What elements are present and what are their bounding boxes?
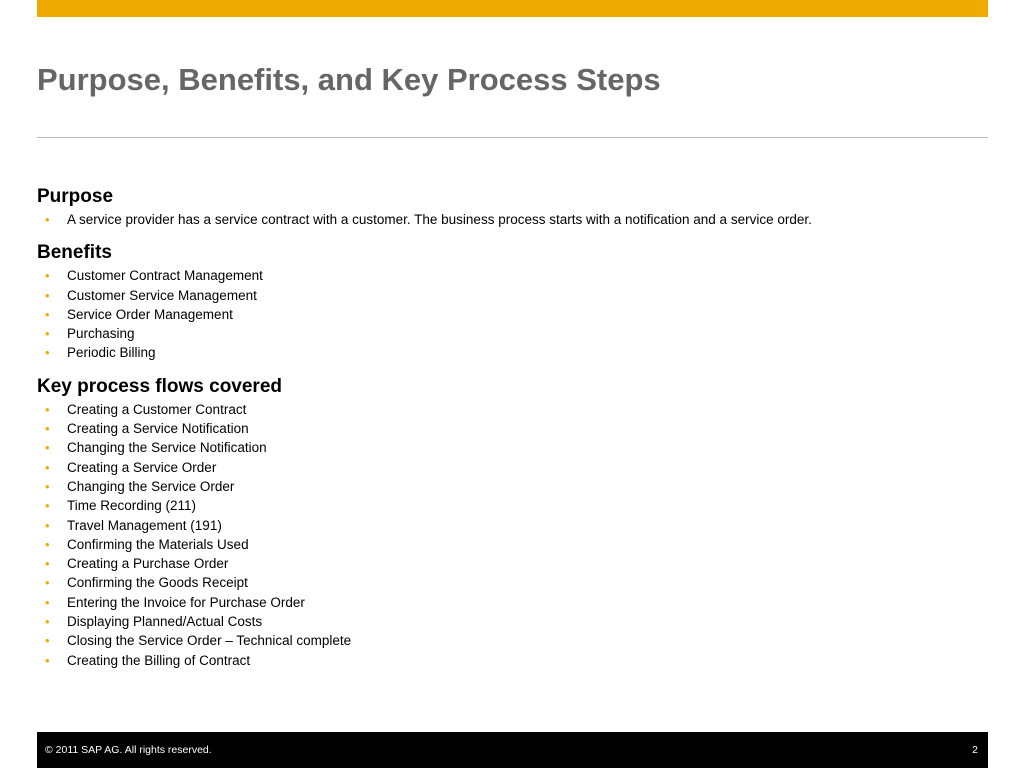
bullet-icon: • (45, 421, 50, 437)
accent-bar (37, 0, 988, 17)
list-item (37, 516, 988, 535)
list-item-text: Customer Contract Management (67, 268, 263, 284)
bullet-icon: • (45, 306, 50, 322)
list-item (37, 343, 988, 362)
list-item (37, 438, 988, 457)
bullet-icon: • (45, 633, 50, 649)
list-item (37, 458, 988, 477)
list-item (37, 554, 988, 573)
page-number: 2 (972, 744, 978, 756)
list-item-text: Periodic Billing (67, 345, 156, 361)
list-item-text: Creating a Service Order (67, 459, 217, 475)
list-item (37, 266, 988, 285)
list-item (37, 651, 988, 670)
bullet-icon: • (45, 345, 50, 361)
list-item-text: Creating a Customer Contract (67, 401, 247, 417)
section-heading-key-process-flows: Key process flows covered (37, 375, 282, 397)
list-item (37, 631, 988, 650)
section-purpose (37, 184, 988, 229)
bullet-icon: • (45, 268, 50, 284)
list-item-text: Changing the Service Order (67, 478, 235, 494)
bullet-list-purpose (37, 210, 988, 229)
bullet-icon: • (45, 575, 50, 591)
bullet-icon: • (45, 652, 50, 668)
bullet-icon: • (45, 517, 50, 533)
bullet-icon: • (45, 614, 50, 630)
content-area (37, 184, 988, 681)
list-item-text: Entering the Invoice for Purchase Order (67, 594, 305, 610)
bullet-icon: • (45, 536, 50, 552)
bullet-icon: • (45, 440, 50, 456)
list-item-text: Displaying Planned/Actual Costs (67, 614, 263, 630)
title-divider (37, 137, 988, 138)
list-item (37, 305, 988, 324)
list-item-text: Confirming the Materials Used (67, 536, 249, 552)
bullet-icon: • (45, 478, 50, 494)
bullet-icon: • (45, 498, 50, 514)
list-item (37, 573, 988, 592)
section-heading-purpose: Purpose (37, 186, 114, 207)
list-item-text: Creating a Purchase Order (67, 556, 229, 572)
list-item-text: Confirming the Goods Receipt (67, 575, 248, 591)
bullet-icon: • (45, 326, 50, 342)
list-item (37, 324, 988, 343)
bullet-list-key-process-flows (37, 400, 988, 670)
list-item (37, 286, 988, 305)
list-item-text: Creating the Billing of Contract (67, 652, 251, 668)
list-item-text: Time Recording (211) (67, 498, 197, 514)
bullet-list-benefits (37, 266, 988, 362)
bullet-icon: • (45, 594, 50, 610)
section-benefits (37, 240, 988, 362)
bullet-icon: • (45, 212, 50, 227)
bullet-icon: • (45, 459, 50, 475)
copyright-text: © 2011 SAP AG. All rights reserved. (45, 744, 212, 756)
list-item (37, 496, 988, 515)
section-key-process-flows (37, 374, 988, 670)
bullet-icon: • (45, 287, 50, 303)
bullet-icon: • (45, 556, 50, 572)
list-item-text: Service Order Management (67, 306, 233, 322)
list-item (37, 535, 988, 554)
page-title: Purpose, Benefits, and Key Process Steps (37, 62, 661, 97)
list-item (37, 400, 988, 419)
list-item-text: Creating a Service Notification (67, 421, 249, 437)
bullet-icon: • (45, 401, 50, 417)
list-item (37, 419, 988, 438)
list-item-text: Customer Service Management (67, 287, 257, 303)
list-item (37, 612, 988, 631)
list-item-text: A service provider has a service contract with a customer. The business process starts with a notification and a service order. (67, 212, 812, 227)
list-item-text: Changing the Service Notification (67, 440, 267, 456)
section-heading-benefits: Benefits (37, 242, 112, 264)
footer-bar (37, 732, 988, 768)
list-item-text: Travel Management (191) (67, 517, 222, 533)
list-item-text: Purchasing (67, 326, 135, 342)
list-item (37, 210, 988, 229)
list-item (37, 477, 988, 496)
list-item-text: Closing the Service Order – Technical complete (67, 633, 352, 649)
list-item (37, 593, 988, 612)
